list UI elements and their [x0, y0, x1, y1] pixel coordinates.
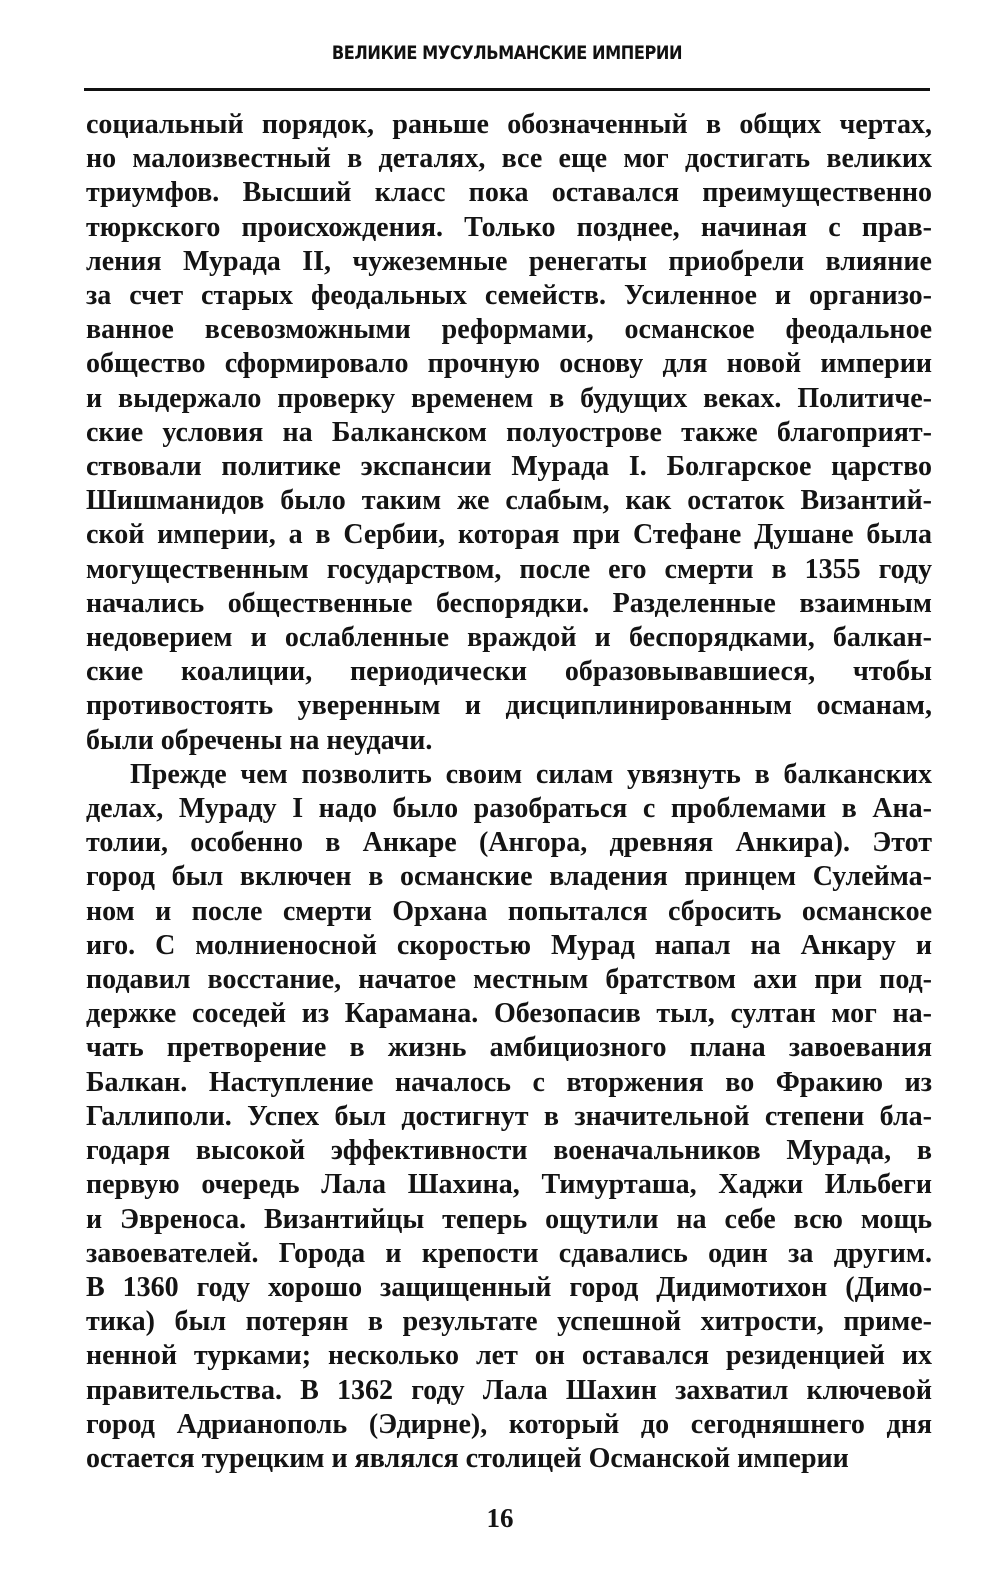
text-line: но малоизвестный в деталях, все еще мог достигать великих — [86, 143, 932, 175]
paragraph — [86, 108, 932, 758]
text-line: триумфов. Высший класс пока оставался преимущественно — [86, 177, 932, 209]
text-line: подавил восстание, начатое местным братством ахи при под- — [86, 964, 932, 996]
text-line: и выдержало проверку временем в будущих веках. Политиче- — [86, 382, 932, 414]
text-line: ления Мурада II, чужеземные ренегаты приобрели влияние — [86, 245, 932, 277]
text-line: город был включен в османские владения принцем Сулейма- — [86, 861, 932, 893]
text-line: толии, особенно в Анкаре (Ангора, древняя Анкира). Этот — [86, 827, 932, 859]
text-line: тика) был потерян в результате успешной хитрости, приме- — [86, 1306, 932, 1338]
text-line: чать претворение в жизнь амбициозного плана завоевания — [86, 1032, 932, 1064]
text-line: ванное всевозможными реформами, османское феодальное — [86, 314, 932, 346]
text-line: иго. С молниеносной скоростью Мурад напал на Анкару и — [86, 929, 932, 961]
text-line: город Адрианополь (Эдирне), который до сегодняшнего дня — [86, 1408, 932, 1440]
text-line: Прежде чем позволить своим силам увязнуть в балканских — [130, 758, 932, 790]
running-header: ВЕЛИКИЕ МУСУЛЬМАНСКИЕ ИМПЕРИИ — [331, 42, 683, 64]
text-line: ствовали политике экспансии Мурада I. Болгарское царство — [86, 451, 932, 483]
text-line: и Эвреноса. Византийцы теперь ощутили на себе всю мощь — [86, 1203, 932, 1235]
text-line: Шишманидов было таким же слабым, как остаток Византий- — [86, 485, 932, 517]
text-line: ской империи, а в Сербии, которая при Стефане Душане была — [86, 519, 932, 551]
text-line: тюркского происхождения. Только позднее, начиная с прав- — [86, 211, 932, 243]
text-line: держке соседей из Карамана. Обезопасив тыл, султан мог на- — [86, 998, 932, 1030]
text-line: делах, Мураду I надо было разобраться с проблемами в Ана- — [86, 793, 932, 825]
text-line: могущественным государством, после его смерти в 1355 году — [86, 553, 932, 585]
text-line: Галлиполи. Успех был достигнут в значительной степени бла- — [86, 1100, 932, 1132]
text-line: ном и после смерти Орхана попытался сбросить османское — [86, 895, 932, 927]
text-line: остается турецким и являлся столицей Османской империи — [86, 1442, 849, 1474]
text-line: противостоять уверенным и дисциплинированным османам, — [86, 690, 932, 722]
text-line: ненной турками; несколько лет он оставался резиденцией их — [86, 1340, 932, 1372]
text-line: общество сформировало прочную основу для новой империи — [86, 348, 932, 380]
text-line: ские условия на Балканском полуострове также благоприят- — [86, 416, 932, 448]
text-line: за счет старых феодальных семейств. Усиленное и организо- — [86, 280, 932, 312]
paragraph — [86, 758, 932, 1476]
page-number: 16 — [486, 1503, 514, 1533]
text-line: начались общественные беспорядки. Разделенные взаимным — [86, 587, 932, 619]
text-line: годаря высокой эффективности военачальников Мурада, в — [86, 1135, 932, 1167]
header-rule — [84, 88, 930, 91]
text-line: ские коалиции, периодически образовывавшиеся, чтобы — [86, 656, 932, 688]
text-line: первую очередь Лала Шахина, Тимурташа, Хаджи Ильбеги — [86, 1169, 932, 1201]
text-line: социальный порядок, раньше обозначенный в общих чертах, — [86, 109, 932, 140]
body-text — [86, 108, 932, 1476]
text-line: недоверием и ослабленные враждой и беспорядками, балкан- — [86, 622, 932, 654]
text-line: правительства. В 1362 году Лала Шахин захватил ключевой — [86, 1374, 932, 1406]
text-line: В 1360 году хорошо защищенный город Дидимотихон (Димо- — [86, 1271, 932, 1303]
text-line: были обречены на неудачи. — [86, 724, 433, 756]
text-line: завоевателей. Города и крепости сдавались один за другим. — [86, 1237, 932, 1269]
text-line: Балкан. Наступление началось с вторжения во Фракию из — [86, 1066, 932, 1098]
